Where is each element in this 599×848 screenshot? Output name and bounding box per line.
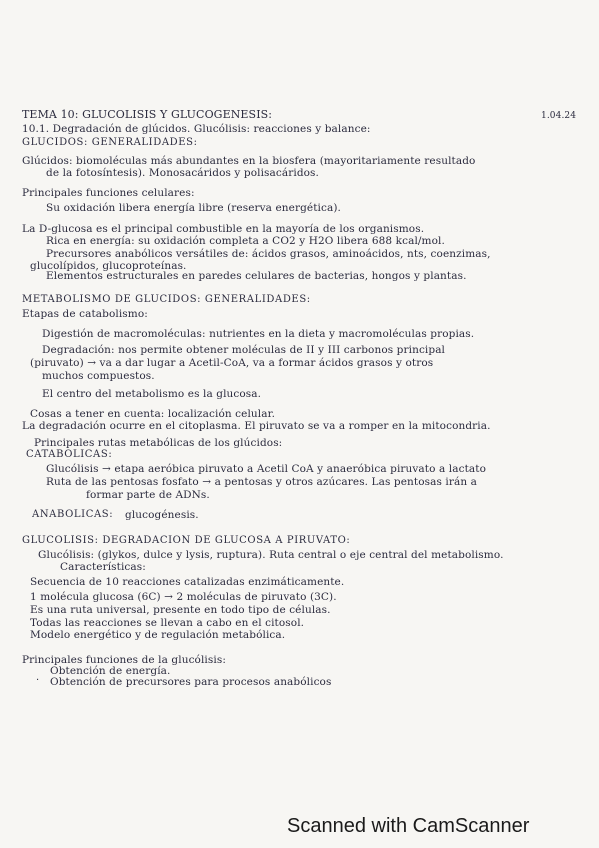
camscanner-watermark: Scanned with CamScanner xyxy=(287,815,530,837)
section-heading: METABOLISMO DE GLÚCIDOS: GENERALIDADES: xyxy=(22,294,311,305)
text-line: glucolípidos, glucoproteínas. xyxy=(30,260,187,272)
subheading: ANABÓLICAS: xyxy=(32,509,114,520)
text-line: Glucólisis → etapa aeróbica piruvato a Acetil CoA y anaeróbica piruvato a lactato xyxy=(46,463,486,475)
section-title: 10.1. Degradación de glúcidos. Glucólisis: reacciones y balance: xyxy=(22,123,371,135)
text-line: Modelo energético y de regulación metabólica. xyxy=(30,629,286,641)
text-line: Glúcidos: biomoléculas más abundantes en la biosfera (mayoritariamente resultado xyxy=(22,155,476,167)
text-line: Secuencia de 10 reacciones catalizadas enzimáticamente. xyxy=(30,576,345,588)
text-line: Digestión de macromoléculas: nutrientes en la dieta y macromoléculas propias. xyxy=(42,328,475,340)
text-line: La degradación ocurre en el citoplasma. El piruvato se va a romper en la mitocondria. xyxy=(22,420,491,432)
text-line: Todas las reacciones se llevan a cabo en el citosol. xyxy=(30,617,305,629)
subheading: Principales funciones de la glucólisis: xyxy=(22,654,226,666)
subsection-heading: GLÚCIDOS: GENERALIDADES: xyxy=(22,137,198,148)
text-line: Cosas a tener en cuenta: localización celular. xyxy=(30,408,276,420)
text-line: Degradación: nos permite obtener moléculas de II y III carbonos principal xyxy=(42,344,446,356)
text-line: Precursores anabólicos versátiles de: ácidos grasos, aminoácidos, nts, coenzimas, xyxy=(46,248,491,260)
text-line: de la fotosíntesis). Monosacáridos y polisacáridos. xyxy=(46,167,319,179)
text-line: La D-glucosa es el principal combustible en la mayoría de los organismos. xyxy=(22,223,425,235)
section-heading: GLUCÓLISIS: DEGRADACIÓN DE GLUCOSA A PIRUVATO: xyxy=(22,535,351,546)
date-label: 1.04.24 xyxy=(541,111,577,121)
text-line: muchos compuestos. xyxy=(42,370,155,382)
topic-title: TEMA 10: GLUCÓLISIS Y GLUCOGÉNESIS: xyxy=(22,109,273,121)
text-line: glucogénesis. xyxy=(125,509,199,521)
subheading: CATABÓLICAS: xyxy=(26,449,113,460)
text-line: Elementos estructurales en paredes celulares de bacterias, hongos y plantas. xyxy=(46,270,467,282)
text-line: formar parte de ADNs. xyxy=(86,489,210,501)
text-line: El centro del metabolismo es la glucosa. xyxy=(42,388,262,400)
text-line: Es una ruta universal, presente en todo tipo de células. xyxy=(30,604,331,616)
text-line: Glucólisis: (glykos, dulce y lysis, ruptura). Ruta central o eje central del metabolismo. xyxy=(38,549,504,561)
subheading: Etapas de catabolismo: xyxy=(22,308,148,320)
text-line: (piruvato) → va a dar lugar a Acetil-CoA, va a formar ácidos grasos y otros xyxy=(30,357,434,369)
bullet-dot: · xyxy=(36,675,40,686)
text-line: Obtención de precursores para procesos anabólicos xyxy=(50,676,332,688)
text-line: Ruta de las pentosas fosfato → a pentosas y otros azúcares. Las pentosas irán a xyxy=(46,476,478,488)
text-line: Su oxidación libera energía libre (reserva energética). xyxy=(46,202,341,214)
subheading: Principales rutas metabólicas de los glúcidos: xyxy=(34,437,283,449)
subheading: Características: xyxy=(60,561,146,573)
subheading: Principales funciones celulares: xyxy=(22,187,195,199)
text-line: 1 molécula glucosa (6C) → 2 moléculas de piruvato (3C). xyxy=(30,591,337,603)
text-line: Obtención de energía. xyxy=(50,665,171,677)
text-line: Rica en energía: su oxidación completa a CO2 y H2O libera 688 kcal/mol. xyxy=(46,235,445,247)
